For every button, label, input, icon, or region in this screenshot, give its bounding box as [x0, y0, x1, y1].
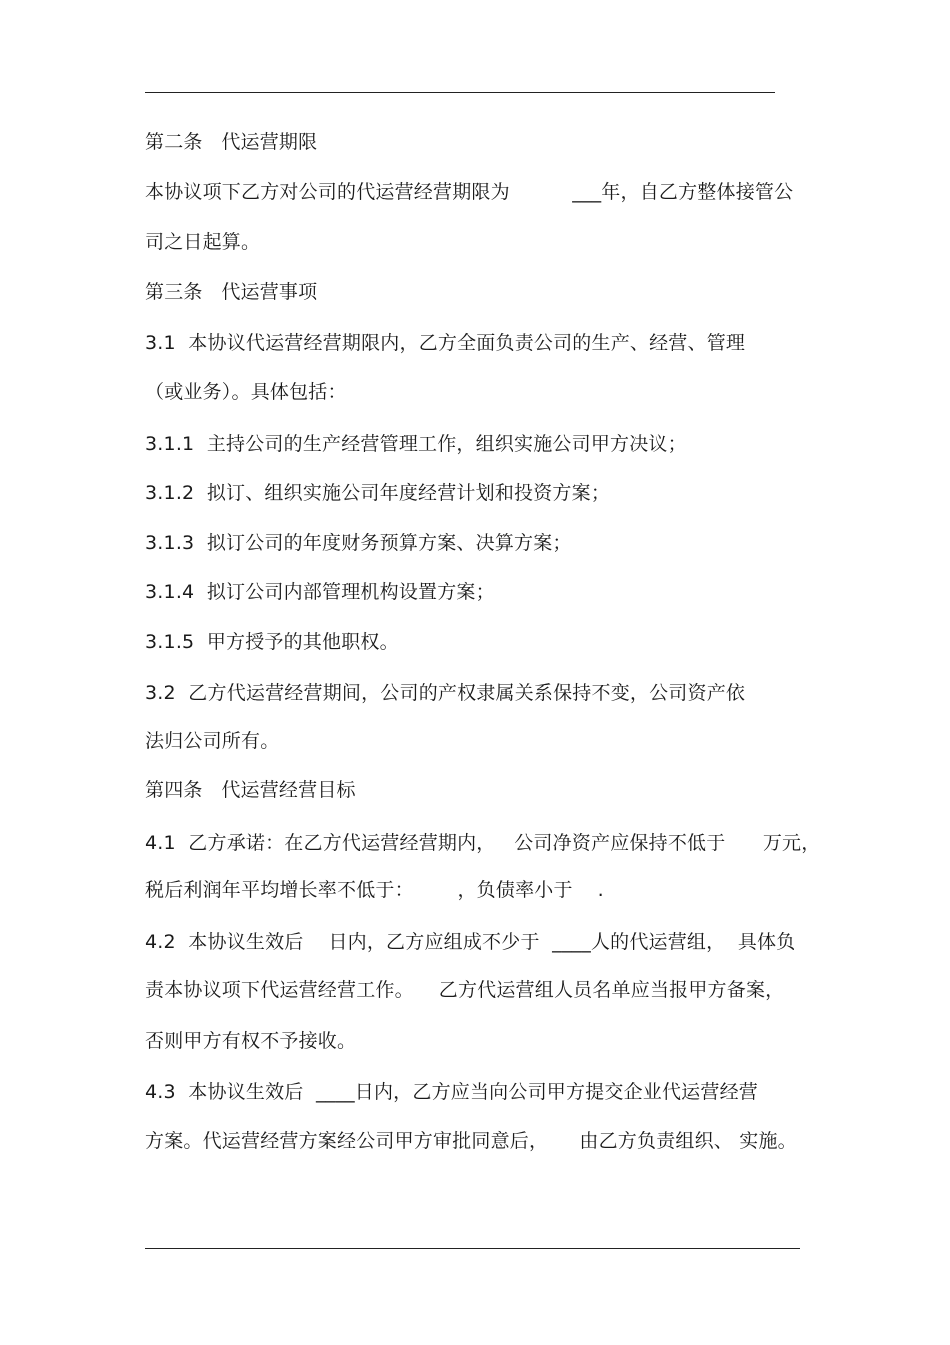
- clause-3-2-line-1: 3.2 乙方代运营经营期间，公司的产权隶属关系保持不变，公司资产依: [145, 682, 746, 704]
- article-4-heading: 第四条 代运营经营目标: [145, 779, 356, 801]
- clause-4-2-line-3: 否则甲方有权不予接收。: [145, 1030, 357, 1052]
- clause-3-1-3: 3.1.3 拟订公司的年度财务预算方案、决算方案；: [145, 532, 572, 554]
- clause-3-1-5: 3.1.5 甲方授予的其他职权。: [145, 631, 399, 653]
- clause-3-1-line-2: （或业务）。具体包括：: [145, 381, 347, 403]
- clause-4-2-line-2: 责本协议项下代运营经营工作。 乙方代运营组人员名单应当报甲方备案，: [145, 979, 785, 1001]
- article-2-heading: 第二条 代运营期限: [145, 131, 318, 153]
- clause-3-1-2: 3.1.2 拟订、组织实施公司年度经营计划和投资方案；: [145, 482, 611, 504]
- clause-4-3-line-2: 方案。代运营经营方案经公司甲方审批同意后， 由乙方负责组织、 实施。: [145, 1130, 797, 1152]
- clause-4-1-line-1: 4.1 乙方承诺：在乙方代运营经营期内， 公司净资产应保持不低于 万元，: [145, 832, 821, 854]
- footer-rule: [145, 1248, 800, 1249]
- article-2-text-line-2: 司之日起算。: [145, 231, 261, 253]
- clause-4-2-line-1: 4.2 本协议生效后 日内，乙方应组成不少于 ____人的代运营组， 具体负: [145, 931, 796, 953]
- article-3-heading: 第三条 代运营事项: [145, 281, 318, 303]
- header-rule: [145, 92, 775, 93]
- clause-3-1-4: 3.1.4 拟订公司内部管理机构设置方案；: [145, 581, 495, 603]
- clause-3-1-1: 3.1.1 主持公司的生产经营管理工作，组织实施公司甲方决议；: [145, 433, 687, 455]
- article-2-text-line-1: 本协议项下乙方对公司的代运营经营期限为 ___年，自乙方整体接管公: [145, 181, 794, 203]
- clause-4-1-line-2: 税后利润年平均增长率不低于： ，负债率小于 .: [145, 879, 604, 901]
- clause-3-2-line-2: 法归公司所有。: [145, 730, 280, 752]
- clause-4-3-line-1: 4.3 本协议生效后 ____日内，乙方应当向公司甲方提交企业代运营经营: [145, 1081, 758, 1103]
- clause-3-1-line-1: 3.1 本协议代运营经营期限内，乙方全面负责公司的生产、经营、管理: [145, 332, 746, 354]
